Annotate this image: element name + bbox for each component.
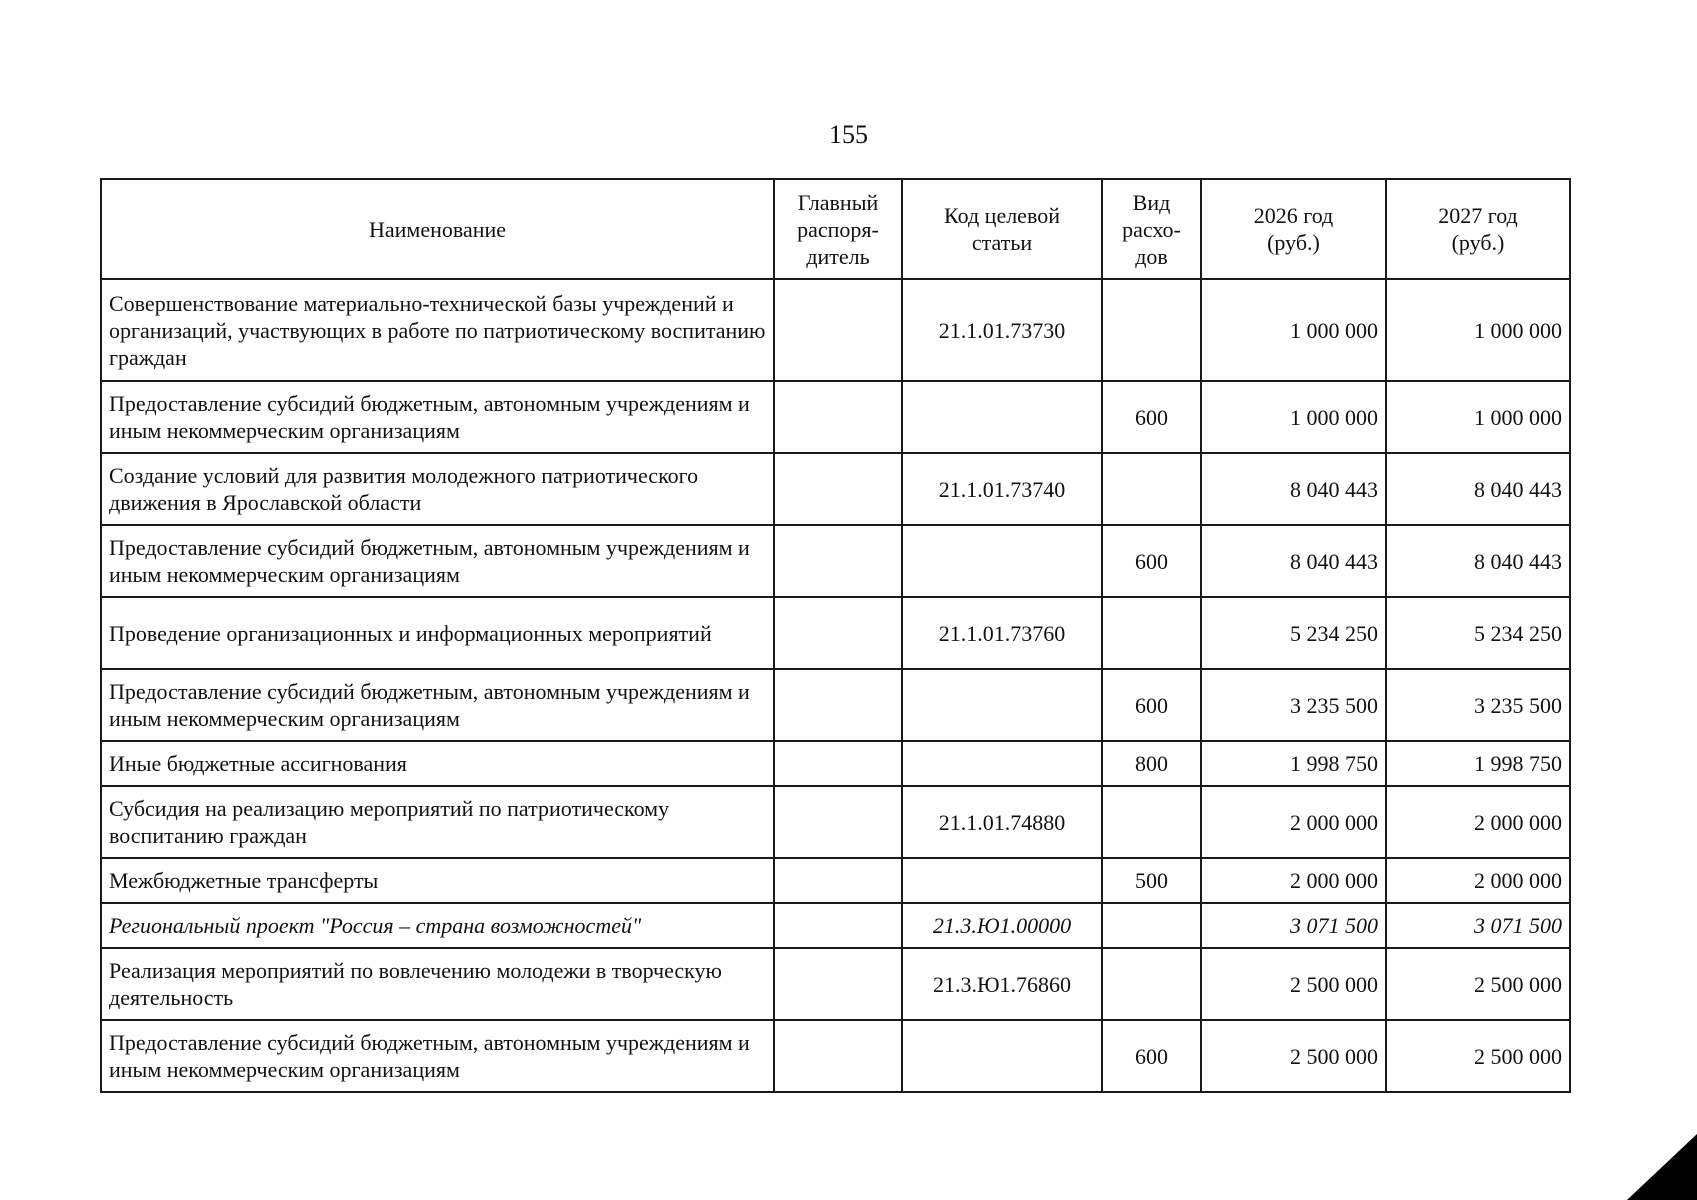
- table-row: [101, 741, 1570, 786]
- row-2026-cell: 2 000 000: [1201, 786, 1386, 858]
- row-2027-cell: 2 500 000: [1386, 948, 1570, 1020]
- row-2026-cell: 1 998 750: [1201, 741, 1386, 786]
- table-row: [101, 948, 1570, 1020]
- row-name-cell: Предоставление субсидий бюджетным, автономным учреждениям и иным некоммерческим организациям: [101, 1020, 774, 1092]
- row-type-cell: [1102, 948, 1201, 1020]
- row-2026-cell: 8 040 443: [1201, 525, 1386, 597]
- row-2026-cell: 8 040 443: [1201, 453, 1386, 525]
- header-2027: 2027 год (руб.): [1386, 179, 1570, 279]
- header-manager: Главный распоря-дитель: [774, 179, 902, 279]
- header-type: Вид расхо-дов: [1102, 179, 1201, 279]
- row-manager-cell: [774, 669, 902, 741]
- row-2027-cell: 2 000 000: [1386, 858, 1570, 903]
- row-manager-cell: [774, 525, 902, 597]
- row-name-cell: Предоставление субсидий бюджетным, автономным учреждениям и иным некоммерческим организациям: [101, 381, 774, 453]
- row-code-cell: 21.1.01.73760: [902, 597, 1102, 669]
- row-code-cell: 21.3.Ю1.76860: [902, 948, 1102, 1020]
- table-row: [101, 525, 1570, 597]
- table-row: [101, 597, 1570, 669]
- row-manager-cell: [774, 381, 902, 453]
- row-manager-cell: [774, 948, 902, 1020]
- row-name-cell: Совершенствование материально-технической базы учреждений и организаций, участвующих в работе по патриотическому воспитанию граждан: [101, 279, 774, 381]
- row-name-cell: Региональный проект "Россия – страна возможностей": [101, 903, 774, 948]
- page-number: 155: [829, 120, 868, 149]
- row-2027-cell: 2 500 000: [1386, 1020, 1570, 1092]
- row-type-cell: 600: [1102, 669, 1201, 741]
- row-name-cell: Проведение организационных и информационных мероприятий: [101, 597, 774, 669]
- row-code-cell: [902, 1020, 1102, 1092]
- row-type-cell: [1102, 597, 1201, 669]
- row-type-cell: [1102, 279, 1201, 381]
- row-2026-cell: 2 500 000: [1201, 948, 1386, 1020]
- row-2026-cell: 2 500 000: [1201, 1020, 1386, 1092]
- row-code-cell: [902, 858, 1102, 903]
- row-2027-cell: 1 998 750: [1386, 741, 1570, 786]
- row-type-cell: 600: [1102, 525, 1201, 597]
- row-2026-cell: 1 000 000: [1201, 381, 1386, 453]
- header-name: Наименование: [101, 179, 774, 279]
- row-2027-cell: 5 234 250: [1386, 597, 1570, 669]
- row-name-cell: Иные бюджетные ассигнования: [101, 741, 774, 786]
- row-code-cell: [902, 381, 1102, 453]
- table-body: [101, 279, 1570, 1092]
- row-manager-cell: [774, 1020, 902, 1092]
- row-code-cell: 21.1.01.74880: [902, 786, 1102, 858]
- header-code: Код целевой статьи: [902, 179, 1102, 279]
- table-row: [101, 453, 1570, 525]
- row-2026-cell: 1 000 000: [1201, 279, 1386, 381]
- row-2027-cell: 8 040 443: [1386, 453, 1570, 525]
- scan-corner-mark: [1627, 1134, 1697, 1200]
- row-2027-cell: 8 040 443: [1386, 525, 1570, 597]
- row-code-cell: 21.1.01.73740: [902, 453, 1102, 525]
- row-manager-cell: [774, 786, 902, 858]
- row-2026-cell: 3 235 500: [1201, 669, 1386, 741]
- table-row: [101, 279, 1570, 381]
- row-type-cell: 600: [1102, 1020, 1201, 1092]
- row-manager-cell: [774, 453, 902, 525]
- row-name-cell: Субсидия на реализацию мероприятий по патриотическому воспитанию граждан: [101, 786, 774, 858]
- row-2026-cell: 2 000 000: [1201, 858, 1386, 903]
- row-manager-cell: [774, 903, 902, 948]
- row-2027-cell: 1 000 000: [1386, 279, 1570, 381]
- row-name-cell: Создание условий для развития молодежного патриотического движения в Ярославской области: [101, 453, 774, 525]
- row-2026-cell: 5 234 250: [1201, 597, 1386, 669]
- row-code-cell: 21.3.Ю1.00000: [902, 903, 1102, 948]
- budget-table: [100, 178, 1571, 1093]
- row-type-cell: 800: [1102, 741, 1201, 786]
- row-type-cell: [1102, 786, 1201, 858]
- row-2027-cell: 3 235 500: [1386, 669, 1570, 741]
- row-name-cell: Предоставление субсидий бюджетным, автономным учреждениям и иным некоммерческим организациям: [101, 525, 774, 597]
- row-type-cell: 500: [1102, 858, 1201, 903]
- table-row: [101, 381, 1570, 453]
- row-code-cell: [902, 741, 1102, 786]
- row-manager-cell: [774, 858, 902, 903]
- row-code-cell: 21.1.01.73730: [902, 279, 1102, 381]
- row-code-cell: [902, 525, 1102, 597]
- row-name-cell: Реализация мероприятий по вовлечению молодежи в творческую деятельность: [101, 948, 774, 1020]
- row-code-cell: [902, 669, 1102, 741]
- row-type-cell: [1102, 453, 1201, 525]
- row-manager-cell: [774, 741, 902, 786]
- row-2027-cell: 1 000 000: [1386, 381, 1570, 453]
- row-type-cell: [1102, 903, 1201, 948]
- table-row: [101, 669, 1570, 741]
- row-2026-cell: 3 071 500: [1201, 903, 1386, 948]
- row-name-cell: Предоставление субсидий бюджетным, автономным учреждениям и иным некоммерческим организациям: [101, 669, 774, 741]
- table-header-row: [101, 179, 1570, 279]
- row-manager-cell: [774, 597, 902, 669]
- row-2027-cell: 2 000 000: [1386, 786, 1570, 858]
- header-2026: 2026 год (руб.): [1201, 179, 1386, 279]
- table-row: [101, 858, 1570, 903]
- table-row: [101, 1020, 1570, 1092]
- table-row: [101, 786, 1570, 858]
- row-2027-cell: 3 071 500: [1386, 903, 1570, 948]
- row-type-cell: 600: [1102, 381, 1201, 453]
- table-row: [101, 903, 1570, 948]
- row-name-cell: Межбюджетные трансферты: [101, 858, 774, 903]
- row-manager-cell: [774, 279, 902, 381]
